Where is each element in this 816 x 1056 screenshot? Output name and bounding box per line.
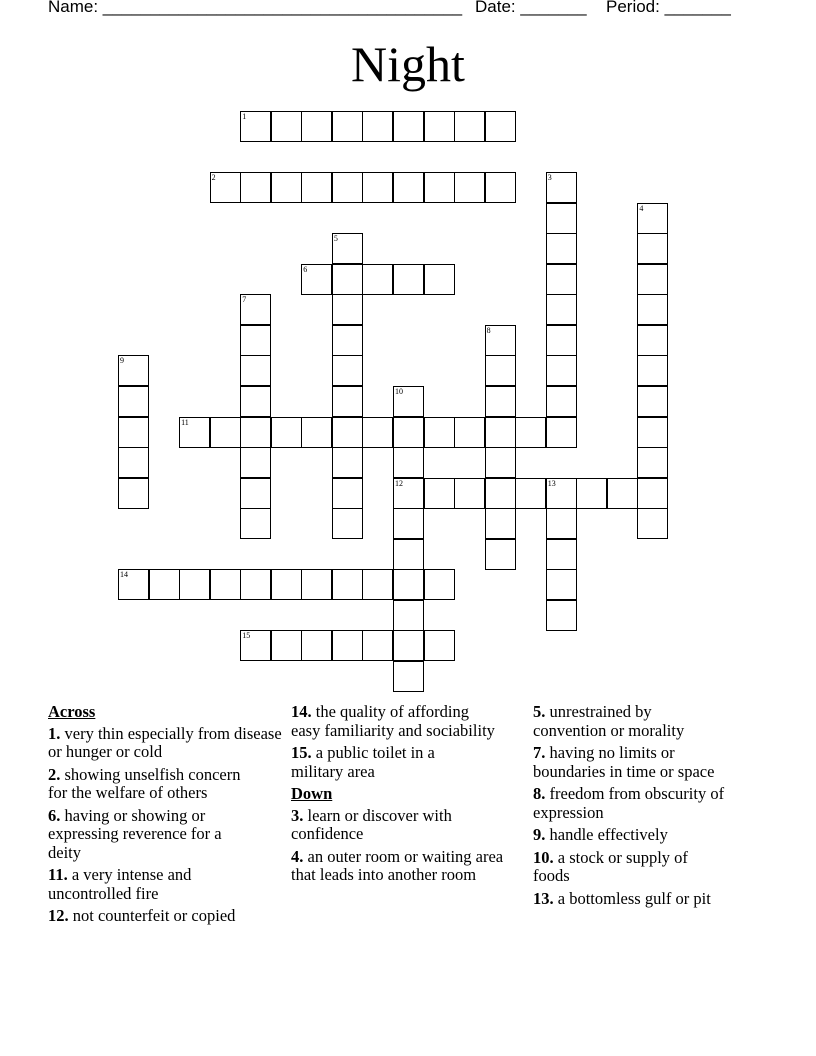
crossword-cell[interactable] — [454, 478, 485, 509]
clue-text: a bottomless gulf or pit — [553, 888, 711, 908]
clue-number-label: 12 — [394, 478, 403, 488]
crossword-cell[interactable] — [332, 386, 363, 417]
crossword-cell[interactable] — [546, 417, 577, 448]
crossword-cell[interactable] — [332, 630, 363, 661]
clue-number-label: 8 — [486, 325, 491, 335]
crossword-cell[interactable] — [485, 447, 516, 478]
crossword-cell[interactable] — [332, 355, 363, 386]
across-clue — [48, 766, 258, 803]
crossword-cell[interactable] — [546, 264, 577, 295]
crossword-cell[interactable] — [485, 478, 516, 509]
down-clue — [291, 807, 491, 844]
crossword-cell[interactable] — [271, 630, 302, 661]
date-field-label: Date: _______ — [475, 0, 587, 16]
crossword-cell[interactable] — [362, 569, 393, 600]
crossword-cell[interactable] — [332, 478, 363, 509]
crossword-cell[interactable] — [393, 630, 424, 661]
crossword-cell[interactable] — [424, 478, 455, 509]
crossword-cell[interactable] — [637, 294, 668, 325]
clue-number-label: 15 — [242, 631, 251, 641]
crossword-cell[interactable] — [332, 569, 363, 600]
across-clue — [48, 807, 258, 863]
crossword-cell[interactable] — [424, 417, 455, 448]
crossword-cell[interactable] — [393, 264, 424, 295]
clue-number-label: 9 — [120, 356, 124, 366]
clue-number-label: 2 — [211, 173, 216, 183]
crossword-cell[interactable] — [546, 294, 577, 325]
clue-text: showing unselfish concern for the welfare of others — [48, 764, 241, 802]
clue-text: an outer room or waiting area that leads into another room — [291, 846, 504, 884]
crossword-cell[interactable] — [271, 417, 302, 448]
crossword-cell[interactable] — [454, 417, 485, 448]
crossword-cell[interactable] — [240, 569, 271, 600]
crossword-cell[interactable] — [424, 569, 455, 600]
crossword-cell[interactable] — [546, 600, 577, 631]
clue-number-label: 14 — [120, 570, 128, 580]
crossword-cell[interactable] — [210, 417, 241, 448]
down-clue — [533, 703, 718, 740]
clue-number: 11. — [48, 865, 68, 884]
crossword-cell[interactable] — [424, 172, 455, 203]
clue-number: 12. — [48, 906, 69, 925]
crossword-cell[interactable] — [210, 569, 241, 600]
crossword-cell[interactable] — [637, 478, 668, 509]
crossword-cell[interactable] — [637, 447, 668, 478]
clue-number: 15. — [291, 743, 312, 762]
crossword-cell[interactable] — [637, 264, 668, 295]
clue-number-label: 13 — [547, 478, 556, 488]
crossword-cell[interactable] — [118, 478, 149, 509]
crossword-cell[interactable] — [607, 478, 638, 509]
across-clue — [291, 744, 471, 781]
crossword-cell[interactable] — [393, 539, 424, 570]
crossword-cell[interactable] — [179, 417, 210, 448]
crossword-cell[interactable] — [485, 386, 516, 417]
clue-number: 5. — [533, 702, 546, 721]
crossword-cell[interactable] — [485, 355, 516, 386]
clues-column-2 — [291, 703, 527, 889]
crossword-cell[interactable] — [332, 508, 363, 539]
down-clue — [533, 849, 723, 886]
clues-column-1 — [48, 703, 288, 930]
crossword-cell[interactable] — [240, 355, 271, 386]
crossword-cell[interactable] — [332, 294, 363, 325]
crossword-cell[interactable] — [118, 417, 149, 448]
crossword-cell[interactable] — [301, 417, 332, 448]
crossword-cell[interactable] — [240, 325, 271, 356]
crossword-cell[interactable] — [332, 172, 363, 203]
crossword-cell[interactable] — [301, 111, 332, 142]
crossword-cell[interactable] — [637, 508, 668, 539]
clue-text: learn or discover with confidence — [291, 805, 452, 843]
clue-number: 10. — [533, 847, 554, 867]
crossword-cell[interactable] — [393, 172, 424, 203]
name-field-label: Name: ______________________________________ — [48, 0, 463, 16]
crossword-cell[interactable] — [362, 111, 393, 142]
across-heading: Across — [48, 702, 96, 721]
clue-text: unrestrained by convention or morality — [533, 702, 685, 740]
crossword-cell[interactable] — [118, 386, 149, 417]
crossword-cell[interactable] — [393, 478, 424, 509]
crossword-cell[interactable] — [546, 172, 577, 203]
clue-number-label: 5 — [333, 234, 338, 244]
crossword-cell[interactable] — [271, 172, 302, 203]
clue-number-label: 3 — [547, 173, 552, 183]
clue-text: a very intense and uncontrolled fire — [48, 865, 192, 903]
crossword-cell[interactable] — [515, 478, 546, 509]
clue-number-label: 11 — [181, 417, 189, 427]
crossword-cell[interactable] — [118, 569, 149, 600]
crossword-cell[interactable] — [424, 630, 455, 661]
clue-number: 2. — [48, 764, 61, 784]
clue-number-label: 1 — [242, 112, 247, 121]
crossword-cell[interactable] — [179, 569, 210, 600]
crossword-cell[interactable] — [240, 630, 271, 661]
crossword-cell[interactable] — [240, 508, 271, 539]
clue-text: handle effectively — [545, 825, 668, 844]
crossword-cell[interactable] — [210, 172, 241, 203]
clue-text: a stock or supply of foods — [533, 847, 688, 885]
clue-number-label: 7 — [242, 295, 247, 305]
down-clue — [533, 826, 773, 845]
clue-number: 13. — [533, 888, 554, 908]
crossword-cell[interactable] — [332, 233, 363, 264]
crossword-cell[interactable] — [485, 417, 516, 448]
crossword-cell[interactable] — [637, 203, 668, 234]
crossword-cell[interactable] — [637, 233, 668, 264]
crossword-cell[interactable] — [332, 447, 363, 478]
clue-text: having or showing or expressing reverence for a deity — [48, 805, 222, 862]
crossword-cell[interactable] — [301, 630, 332, 661]
clue-text: a public toilet in a military area — [291, 743, 435, 781]
crossword-cell[interactable] — [362, 630, 393, 661]
crossword-cell[interactable] — [393, 661, 424, 692]
clue-number: 4. — [291, 846, 304, 866]
crossword-cell[interactable] — [393, 569, 424, 600]
crossword-cell[interactable] — [393, 417, 424, 448]
crossword-cell[interactable] — [240, 417, 271, 448]
crossword-cell[interactable] — [240, 447, 271, 478]
crossword-cell[interactable] — [576, 478, 607, 509]
clue-text: not counterfeit or copied — [68, 906, 236, 925]
clue-number: 9. — [533, 825, 546, 844]
crossword-cell[interactable] — [240, 172, 271, 203]
clue-number: 7. — [533, 743, 546, 762]
crossword-cell[interactable] — [546, 355, 577, 386]
page-title: Night — [351, 36, 465, 92]
across-clue — [48, 866, 228, 903]
down-clue — [291, 848, 506, 885]
crossword-cell[interactable] — [149, 569, 180, 600]
crossword-cell[interactable] — [637, 355, 668, 386]
crossword-cell[interactable] — [240, 294, 271, 325]
crossword-cell[interactable] — [454, 172, 485, 203]
clue-text: having no limits or boundaries in time or space — [533, 743, 715, 781]
crossword-cell[interactable] — [393, 508, 424, 539]
crossword-cell[interactable] — [362, 264, 393, 295]
clue-number: 8. — [533, 784, 546, 803]
crossword-cell[interactable] — [485, 325, 516, 356]
crossword-cell[interactable] — [424, 264, 455, 295]
crossword-cell[interactable] — [424, 111, 455, 142]
crossword-cell[interactable] — [546, 569, 577, 600]
crossword-cell[interactable] — [332, 111, 363, 142]
crossword-cell[interactable] — [637, 417, 668, 448]
down-heading: Down — [291, 784, 333, 803]
clue-number-label: 10 — [394, 386, 403, 396]
crossword-cell[interactable] — [485, 508, 516, 539]
crossword-cell[interactable] — [118, 355, 149, 386]
clue-number: 3. — [291, 805, 304, 825]
clue-number: 1. — [48, 723, 61, 743]
down-clue — [533, 744, 748, 781]
crossword-cell[interactable] — [546, 478, 577, 509]
crossword-cell[interactable] — [515, 417, 546, 448]
clue-number-label: 6 — [303, 264, 308, 274]
crossword-cell[interactable] — [240, 478, 271, 509]
crossword-cell[interactable] — [485, 539, 516, 570]
crossword-cell[interactable] — [362, 417, 393, 448]
clue-number: 6. — [48, 805, 61, 825]
crossword-cell[interactable] — [546, 233, 577, 264]
crossword-cell[interactable] — [637, 386, 668, 417]
clues-column-3 — [533, 703, 773, 912]
crossword-cell[interactable] — [271, 569, 302, 600]
across-clue — [291, 703, 501, 740]
crossword-cell[interactable] — [332, 264, 363, 295]
crossword-cell[interactable] — [637, 325, 668, 356]
crossword-cell[interactable] — [301, 569, 332, 600]
crossword-cell[interactable] — [301, 172, 332, 203]
crossword-cell[interactable] — [546, 203, 577, 234]
crossword-cell[interactable] — [393, 386, 424, 417]
across-clue — [48, 725, 288, 762]
down-clue — [533, 890, 773, 909]
crossword-cell[interactable] — [118, 447, 149, 478]
crossword-cell[interactable] — [546, 539, 577, 570]
crossword-cell[interactable] — [362, 172, 393, 203]
crossword-cell[interactable] — [301, 264, 332, 295]
across-clue — [48, 907, 288, 926]
crossword-cell[interactable] — [454, 111, 485, 142]
period-field-label: Period: _______ — [606, 0, 731, 16]
crossword-cell[interactable] — [393, 600, 424, 631]
crossword-cell[interactable] — [546, 386, 577, 417]
down-clue — [533, 785, 738, 822]
clue-text: the quality of affording easy familiarity and sociability — [291, 702, 495, 740]
crossword-cell[interactable] — [546, 508, 577, 539]
crossword-cell[interactable] — [240, 111, 271, 142]
crossword-cell[interactable] — [332, 417, 363, 448]
crossword-cell[interactable] — [271, 111, 302, 142]
crossword-cell[interactable] — [332, 325, 363, 356]
clue-number-label: 4 — [639, 203, 644, 213]
crossword-cell[interactable] — [393, 111, 424, 142]
crossword-cell[interactable] — [546, 325, 577, 356]
crossword-cell[interactable] — [240, 386, 271, 417]
clue-number: 14. — [291, 702, 312, 721]
crossword-cell[interactable] — [485, 172, 516, 203]
clue-text: very thin especially from disease or hunger or cold — [48, 723, 282, 761]
clue-text: freedom from obscurity of expression — [533, 784, 725, 822]
crossword-cell[interactable] — [485, 111, 516, 142]
crossword-cell[interactable] — [393, 447, 424, 478]
